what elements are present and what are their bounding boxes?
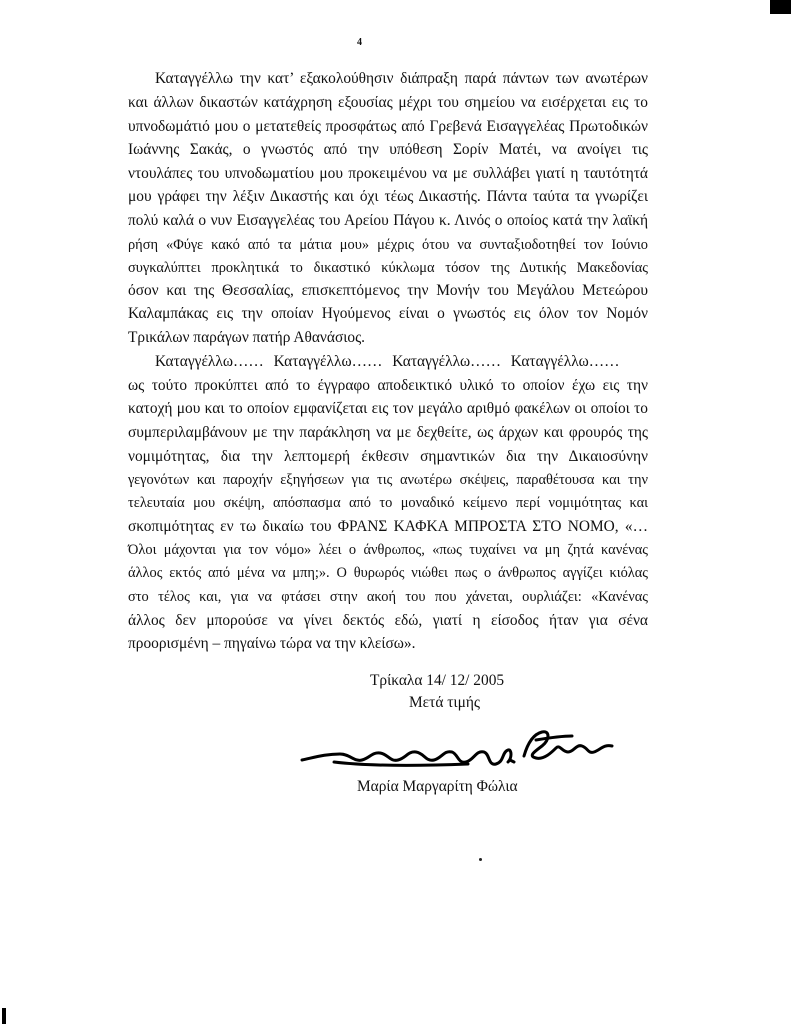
paragraph-1-line: ρήση «Φύγε κακό από τα μάτια μου» μέχρις ότου να συνταξιοδοτηθεί τον Ιούνιο (128, 237, 648, 253)
paragraph-1-line: Καταγγέλλω την κατ’ εξακολούθησιν διάπραξη παρά πάντων των ανωτέρων (155, 70, 648, 87)
paragraph-2-line: νομιμότητας, δια την λεπτομερή έκθεσιν σημαντικών δια την Δικαιοσύνην (128, 448, 648, 465)
paragraph-1-line: και άλλων δικαστών κατάχρηση εξουσίας μέχρι του σημείου να εισέρχεται εις το (128, 94, 648, 111)
paragraph-1-line: συγκαλύπτει προκλητικά το δικαστικό κύκλωμα τόσον της Δυτικής Μακεδονίας (128, 260, 648, 276)
paragraph-2-line: τελευταία μου σκέψη, απόσπασμα από το μοναδικό κείμενο περί νομιμότητας και (128, 495, 648, 511)
paragraph-2-line: σκοπιμότητας εν τω δικαίω του ΦΡΑΝΣ ΚΑΦΚΑ ΜΠΡΟΣΤΑ ΣΤΟ ΝΟΜΟ, «… (128, 518, 648, 535)
paragraph-1-line: όσον και της Θεσσαλίας, επισκεπτόμενος την Μονήν του Μεγάλου Μετεώρου (128, 282, 648, 299)
paragraph-2-line: Όλοι μάχονται για τον νόμο» λέει ο άνθρωπος, «πως τυχαίνει να μη ζητά κανένας (128, 542, 648, 558)
scan-edge-mark (2, 1008, 6, 1024)
scan-corner-mark (770, 0, 791, 14)
place-date: Τρίκαλα 14/ 12/ 2005 (370, 672, 505, 689)
paragraph-1-line: Τρικάλων παράγων πατήρ Αθανάσιος. (128, 329, 366, 346)
denounce-line: Καταγγέλλω…… Καταγγέλλω…… Καταγγέλλω…… Καταγγέλλω…… (155, 353, 620, 370)
stray-mark (479, 858, 482, 861)
paragraph-2-line: άλλος δεν μπορούσε να γίνει δεκτός εδώ, γιατί η είσοδος ήταν για σένα (128, 612, 648, 629)
paragraph-2-line: γεγονότων και παροχήν εξηγήσεων για τις ανωτέρω σκέψεις, παραθέτουσα και την (128, 472, 648, 488)
paragraph-2-line: προορισμένη – πηγαίνω τώρα να την κλείσω». (128, 635, 416, 652)
paragraph-1-line: Καλαμπάκας εις την οποίαν Ηγούμενος είναι ο γνωστός εις όλον τον Νομόν (128, 305, 648, 322)
signer-name: Μαρία Μαργαρίτη Φώλια (357, 778, 518, 795)
paragraph-2-line: συμπεριλαμβάνουν με την παράκληση να με δεχθείτε, ως άρχων και φρουρός της (128, 424, 648, 441)
paragraph-2-line: στο τέλος και, για να φτάσει στην ακοή του που χάνεται, ουρλιάζει: «Κανένας (128, 589, 648, 605)
paragraph-1-line: πολύ καλά ο νυν Εισαγγελέας του Αρείου Πάγου κ. Λινός ο οποίος κατά την λαϊκή (128, 212, 648, 229)
paragraph-1-line: υπνοδωμάτιό μου ο μετατεθείς προσφάτως από Γρεβενά Εισαγγελέας Πρωτοδικών (128, 118, 648, 135)
closing-salutation: Μετά τιμής (409, 694, 480, 711)
paragraph-2-line: ως τούτο προκύπτει από το έγγραφο αποδεικτικό υλικό το οποίον έχω εις την (128, 377, 648, 394)
paragraph-1-line: ντουλάπες του υπνοδωματίου μου προκειμένου να με συλλάβει γιατί η ταυτότητά (128, 165, 648, 182)
paragraph-2-line: κατοχή μου και το οποίον εμφανίζεται εις τον μεγάλο αριθμό φακέλων οι οποίοι το (128, 400, 648, 417)
paragraph-2-line: άλλος εκτός από μένα να μπη;». Ο θυρωρός νιώθει πως ο άνθρωπος αγγίζει κιόλας (128, 565, 648, 581)
paragraph-1-line: μου γράφει την λέξιν Δικαστής και όχι τέως Δικαστής. Πάντα ταύτα τα γνωρίζει (128, 188, 648, 205)
paragraph-1-line: Ιωάννης Σακάς, ο γνωστός από την υπόθεση Σορίν Ματέι, να ανοίγει τις (128, 141, 648, 158)
page-number: 4 (357, 37, 362, 48)
